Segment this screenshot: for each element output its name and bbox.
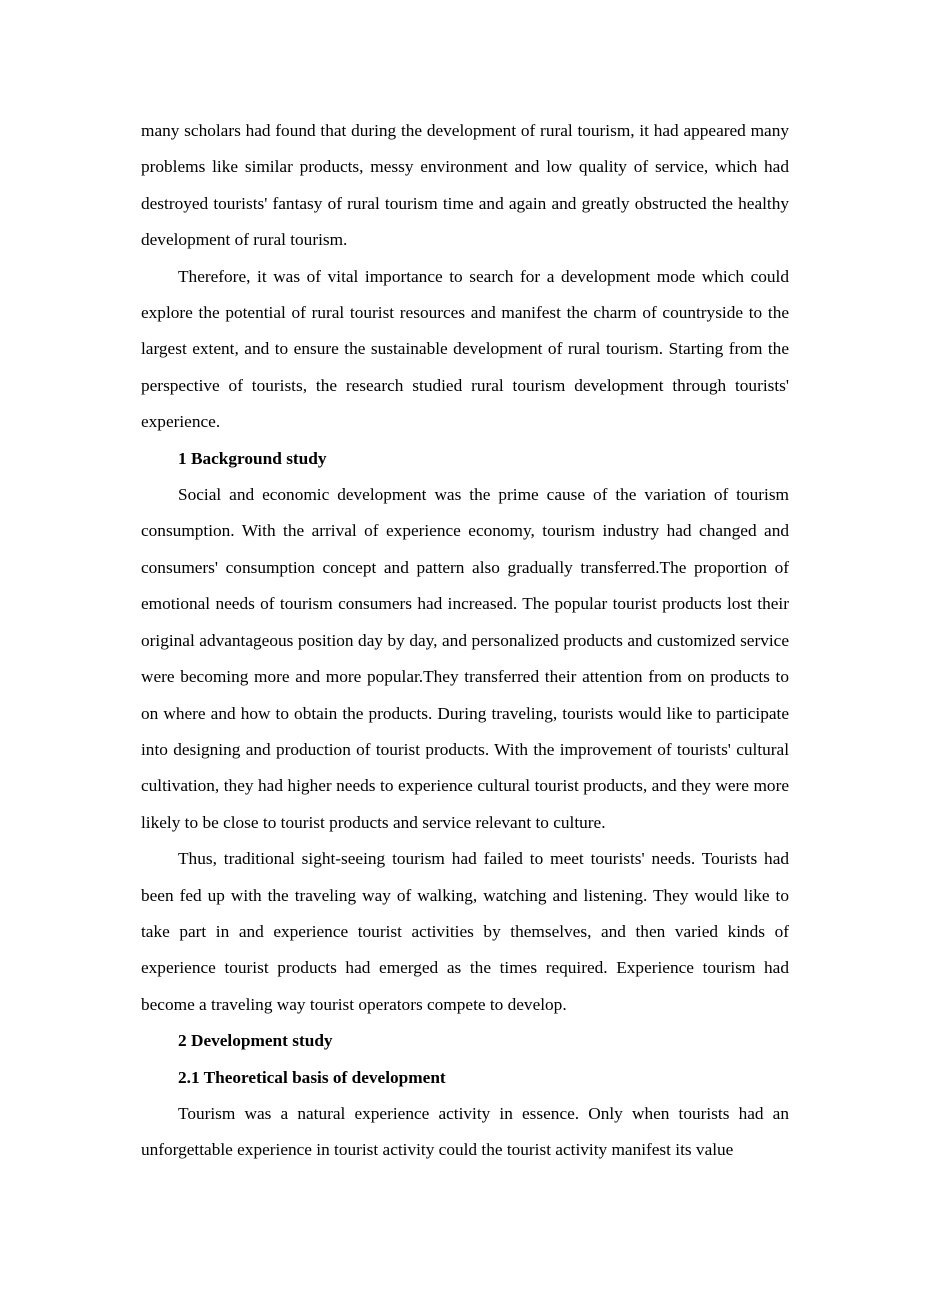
subsection-heading: 2.1 Theoretical basis of development bbox=[178, 1067, 446, 1087]
body-paragraph: Therefore, it was of vital importance to search for a development mode which could explore the potential of rural tourist resources and manifest the charm of countryside to the largest extent, and to ensure the sustainable development of rural tourism. Starting from the perspective of tourists, the research studied rural tourism development through tourists' experience. bbox=[141, 266, 789, 432]
section-heading: 2 Development study bbox=[178, 1031, 333, 1051]
section-heading: 1 Background study bbox=[178, 448, 327, 468]
body-paragraph: Tourism was a natural experience activity in essence. Only when tourists had an unforgettable experience in tourist activity could the tourist activity manifest its value bbox=[141, 1103, 789, 1160]
body-paragraph: Social and economic development was the prime cause of the variation of tourism consumption. With the arrival of experience economy, tourism industry had changed and consumers' consumption concept and pattern also gradually transferred.The proportion of emotional needs of tourism consumers had increased. The popular tourist products lost their original advantageous position day by day, and personalized products and customized service were becoming more and more popular.They transferred their attention from on products to on where and how to obtain the products. During traveling, tourists would like to participate into designing and production of tourist products. With the improvement of tourists' cultural cultivation, they had higher needs to experience cultural tourist products, and they were more likely to be close to tourist products and service relevant to culture. bbox=[141, 485, 789, 832]
document-page bbox=[141, 113, 789, 1169]
body-paragraph: Thus, traditional sight-seeing tourism had failed to meet tourists' needs. Tourists had been fed up with the traveling way of walking, watching and listening. They would like to take part in and experience tourist activities by themselves, and then varied kinds of experience tourist products had emerged as the times required. Experience tourism had become a traveling way tourist operators compete to develop. bbox=[141, 849, 789, 1014]
body-paragraph: many scholars had found that during the development of rural tourism, it had appeared many problems like similar products, messy environment and low quality of service, which had destroyed tourists' fantasy of rural tourism time and again and greatly obstructed the healthy development of rural tourism. bbox=[141, 121, 789, 250]
